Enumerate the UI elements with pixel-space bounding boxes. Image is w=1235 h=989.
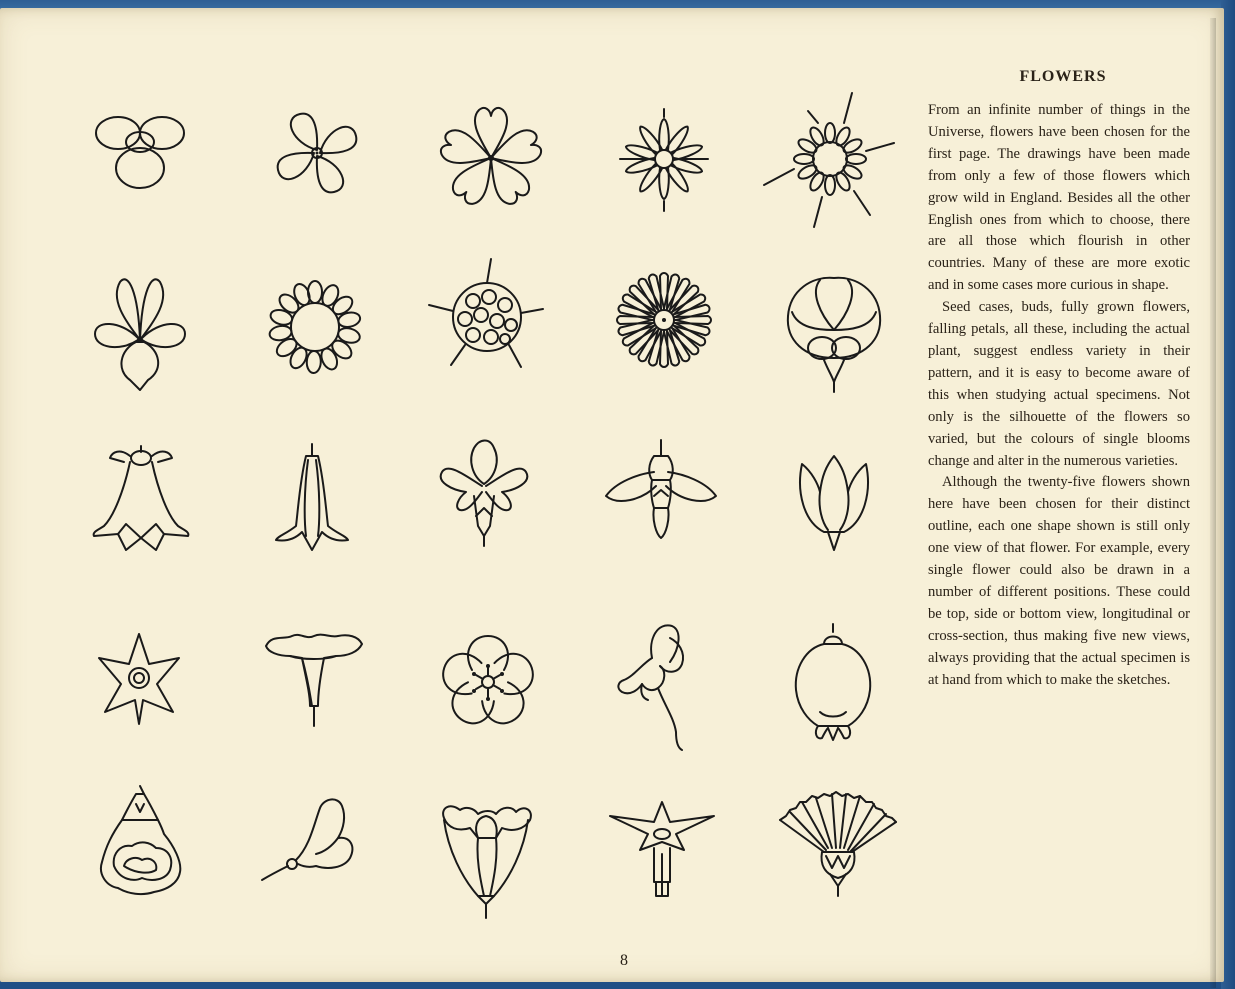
flower-snowdrop [602,438,720,542]
flower-harebell-bud [272,440,352,558]
flower-wild-rose [436,630,540,734]
flower-bellflower-open [90,440,192,560]
flower-snapdragon [612,618,698,752]
flower-poppy-cup [784,270,884,394]
flower-four-petal [272,108,362,198]
page-title: FLOWERS [1019,68,1107,85]
flower-narcissus-star [96,628,182,724]
paragraph-variety: Seed cases, buds, fully grown flowers, falling petals, all these, including the actual plant, suggest endless variety in their pattern, and it is easy to become aware of this when studying actual specimens. Not only is the silhouette of the flowers so varied, but the colours of single blooms change and alter in the numerous varieties. [928,299,1190,469]
flower-aster-starburst [762,86,898,232]
flower-daisy-spiked [614,106,714,212]
flower-five-heart-petal [436,103,546,213]
flower-daisy-ring [266,278,364,376]
flower-cluster-head [426,256,548,378]
flower-foxglove-bell [436,798,536,920]
flower-pansy-front [90,108,190,198]
flower-bladder-campion [790,622,876,744]
flower-violet [90,270,190,392]
page-gutter-shadow [1210,18,1216,988]
paragraph-views: Although the twenty-five flowers shown here have been chosen for their distinct outline, each one shape shown is still only one view of that flower. For example, every single flower could also be drawn in a number of different positions. These could be top, side or bottom view, longitudinal or cross-section, thus making five new views, always providing that the actual specimen is at hand from which to make the sketches. [928,474,1190,688]
flower-iris-small [436,436,532,548]
flower-chrysanthemum [612,268,716,372]
flower-tulip [794,452,874,554]
text-column [928,68,1190,691]
flower-bud-sprig [258,794,360,888]
flower-bell-frilled [96,782,186,900]
paragraph-intro: From an infinite number of things in the Universe, flowers have been chosen for the first page. The drawings have been made from only a few of those flowers which grow wild in England. Besides all the other English ones from which to choose, there are all those which flourish in other countries. Many of these are more exotic and in some cases more curious in shape. [928,102,1190,294]
flower-cornflower-fan [776,790,900,898]
flower-convolvulus-trumpet [262,630,366,730]
flower-star-trumpet [606,798,718,902]
page-number: 8 [620,952,628,969]
book-page [0,8,1224,982]
